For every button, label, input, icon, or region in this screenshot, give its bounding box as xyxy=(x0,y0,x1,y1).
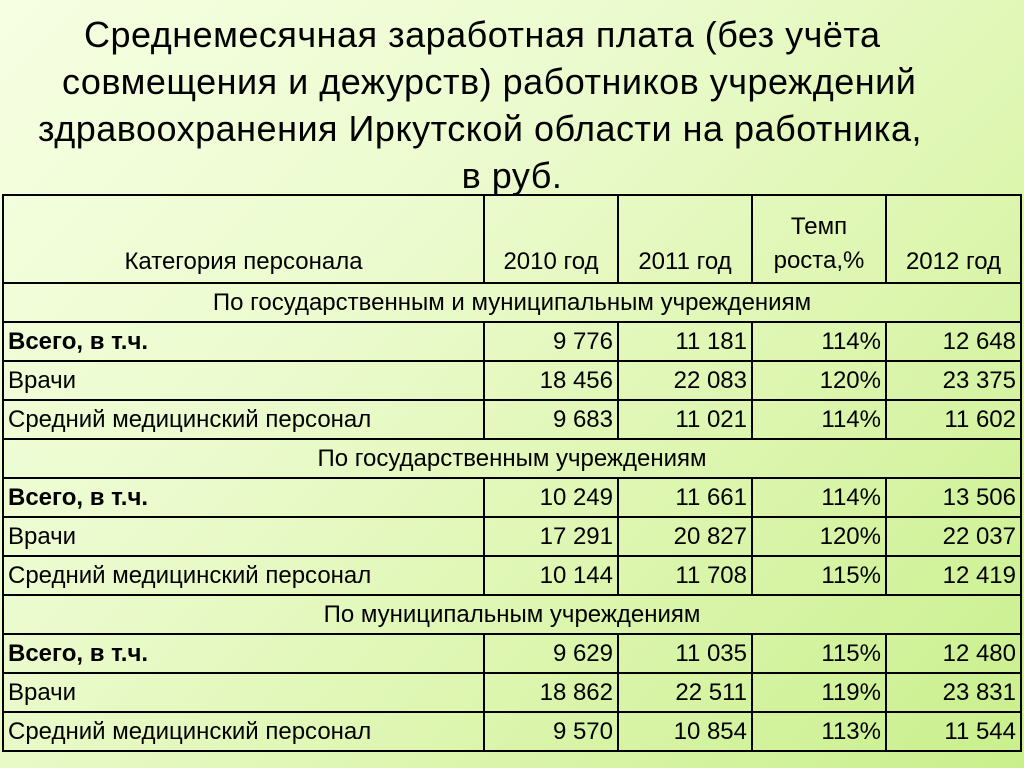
table-row xyxy=(3,673,1021,712)
table-header-row xyxy=(3,195,1021,283)
cell-category: Средний медицинский персонал xyxy=(3,400,484,439)
cell-2012: 22 037 xyxy=(886,517,1021,556)
cell-growth: 114% xyxy=(752,400,886,439)
table-row xyxy=(3,361,1021,400)
cell-growth: 120% xyxy=(752,361,886,400)
cell-2012: 12 480 xyxy=(886,634,1021,673)
cell-category: Врачи xyxy=(3,673,484,712)
cell-2011: 11 035 xyxy=(618,634,752,673)
header-growth: Темп роста,% xyxy=(752,195,886,283)
section-title: По государственным и муниципальным учреждениям xyxy=(3,283,1021,322)
cell-2010: 17 291 xyxy=(484,517,618,556)
cell-growth: 115% xyxy=(752,634,886,673)
table-row xyxy=(3,556,1021,595)
section-header-row xyxy=(3,595,1021,634)
table-row xyxy=(3,322,1021,361)
cell-growth: 120% xyxy=(752,517,886,556)
cell-2011: 11 181 xyxy=(618,322,752,361)
cell-2011: 11 661 xyxy=(618,478,752,517)
cell-2010: 18 456 xyxy=(484,361,618,400)
section-header-row xyxy=(3,283,1021,322)
cell-2011: 22 511 xyxy=(618,673,752,712)
cell-2012: 12 648 xyxy=(886,322,1021,361)
cell-2010: 10 249 xyxy=(484,478,618,517)
table-row xyxy=(3,517,1021,556)
table-row xyxy=(3,478,1021,517)
title-line-3: здравоохранения Иркутской области на работника, xyxy=(38,108,922,149)
cell-growth: 113% xyxy=(752,712,886,751)
cell-2011: 11 021 xyxy=(618,400,752,439)
cell-category: Врачи xyxy=(3,361,484,400)
cell-category: Всего, в т.ч. xyxy=(3,322,484,361)
title-line-1: Среднемесячная заработная плата (без учёта xyxy=(84,14,881,55)
cell-2012: 11 602 xyxy=(886,400,1021,439)
header-2011: 2011 год xyxy=(618,195,752,283)
table-body xyxy=(3,283,1021,751)
header-2010: 2010 год xyxy=(484,195,618,283)
cell-category: Всего, в т.ч. xyxy=(3,478,484,517)
cell-category: Врачи xyxy=(3,517,484,556)
cell-2012: 13 506 xyxy=(886,478,1021,517)
cell-category: Всего, в т.ч. xyxy=(3,634,484,673)
cell-2011: 10 854 xyxy=(618,712,752,751)
cell-2011: 20 827 xyxy=(618,517,752,556)
cell-2012: 23 831 xyxy=(886,673,1021,712)
salary-table xyxy=(2,194,1022,752)
section-header-row xyxy=(3,439,1021,478)
header-2012: 2012 год xyxy=(886,195,1021,283)
cell-2010: 18 862 xyxy=(484,673,618,712)
cell-growth: 115% xyxy=(752,556,886,595)
cell-growth: 114% xyxy=(752,478,886,517)
cell-2010: 9 629 xyxy=(484,634,618,673)
cell-category: Средний медицинский персонал xyxy=(3,712,484,751)
cell-2010: 9 570 xyxy=(484,712,618,751)
cell-category: Средний медицинский персонал xyxy=(3,556,484,595)
cell-2010: 9 776 xyxy=(484,322,618,361)
table-row xyxy=(3,712,1021,751)
cell-2011: 11 708 xyxy=(618,556,752,595)
table-row xyxy=(3,400,1021,439)
table-row xyxy=(3,634,1021,673)
section-title: По муниципальным учреждениям xyxy=(3,595,1021,634)
cell-2012: 23 375 xyxy=(886,361,1021,400)
cell-2012: 11 544 xyxy=(886,712,1021,751)
section-title: По государственным учреждениям xyxy=(3,439,1021,478)
cell-growth: 114% xyxy=(752,322,886,361)
title-line-2: совмещения и дежурств) работников учреждений xyxy=(62,61,917,102)
cell-2010: 9 683 xyxy=(484,400,618,439)
cell-2011: 22 083 xyxy=(618,361,752,400)
cell-2012: 12 419 xyxy=(886,556,1021,595)
slide-title xyxy=(0,0,1024,194)
cell-2010: 10 144 xyxy=(484,556,618,595)
header-category: Категория персонала xyxy=(3,195,484,283)
title-line-4: в руб. xyxy=(461,155,563,196)
cell-growth: 119% xyxy=(752,673,886,712)
